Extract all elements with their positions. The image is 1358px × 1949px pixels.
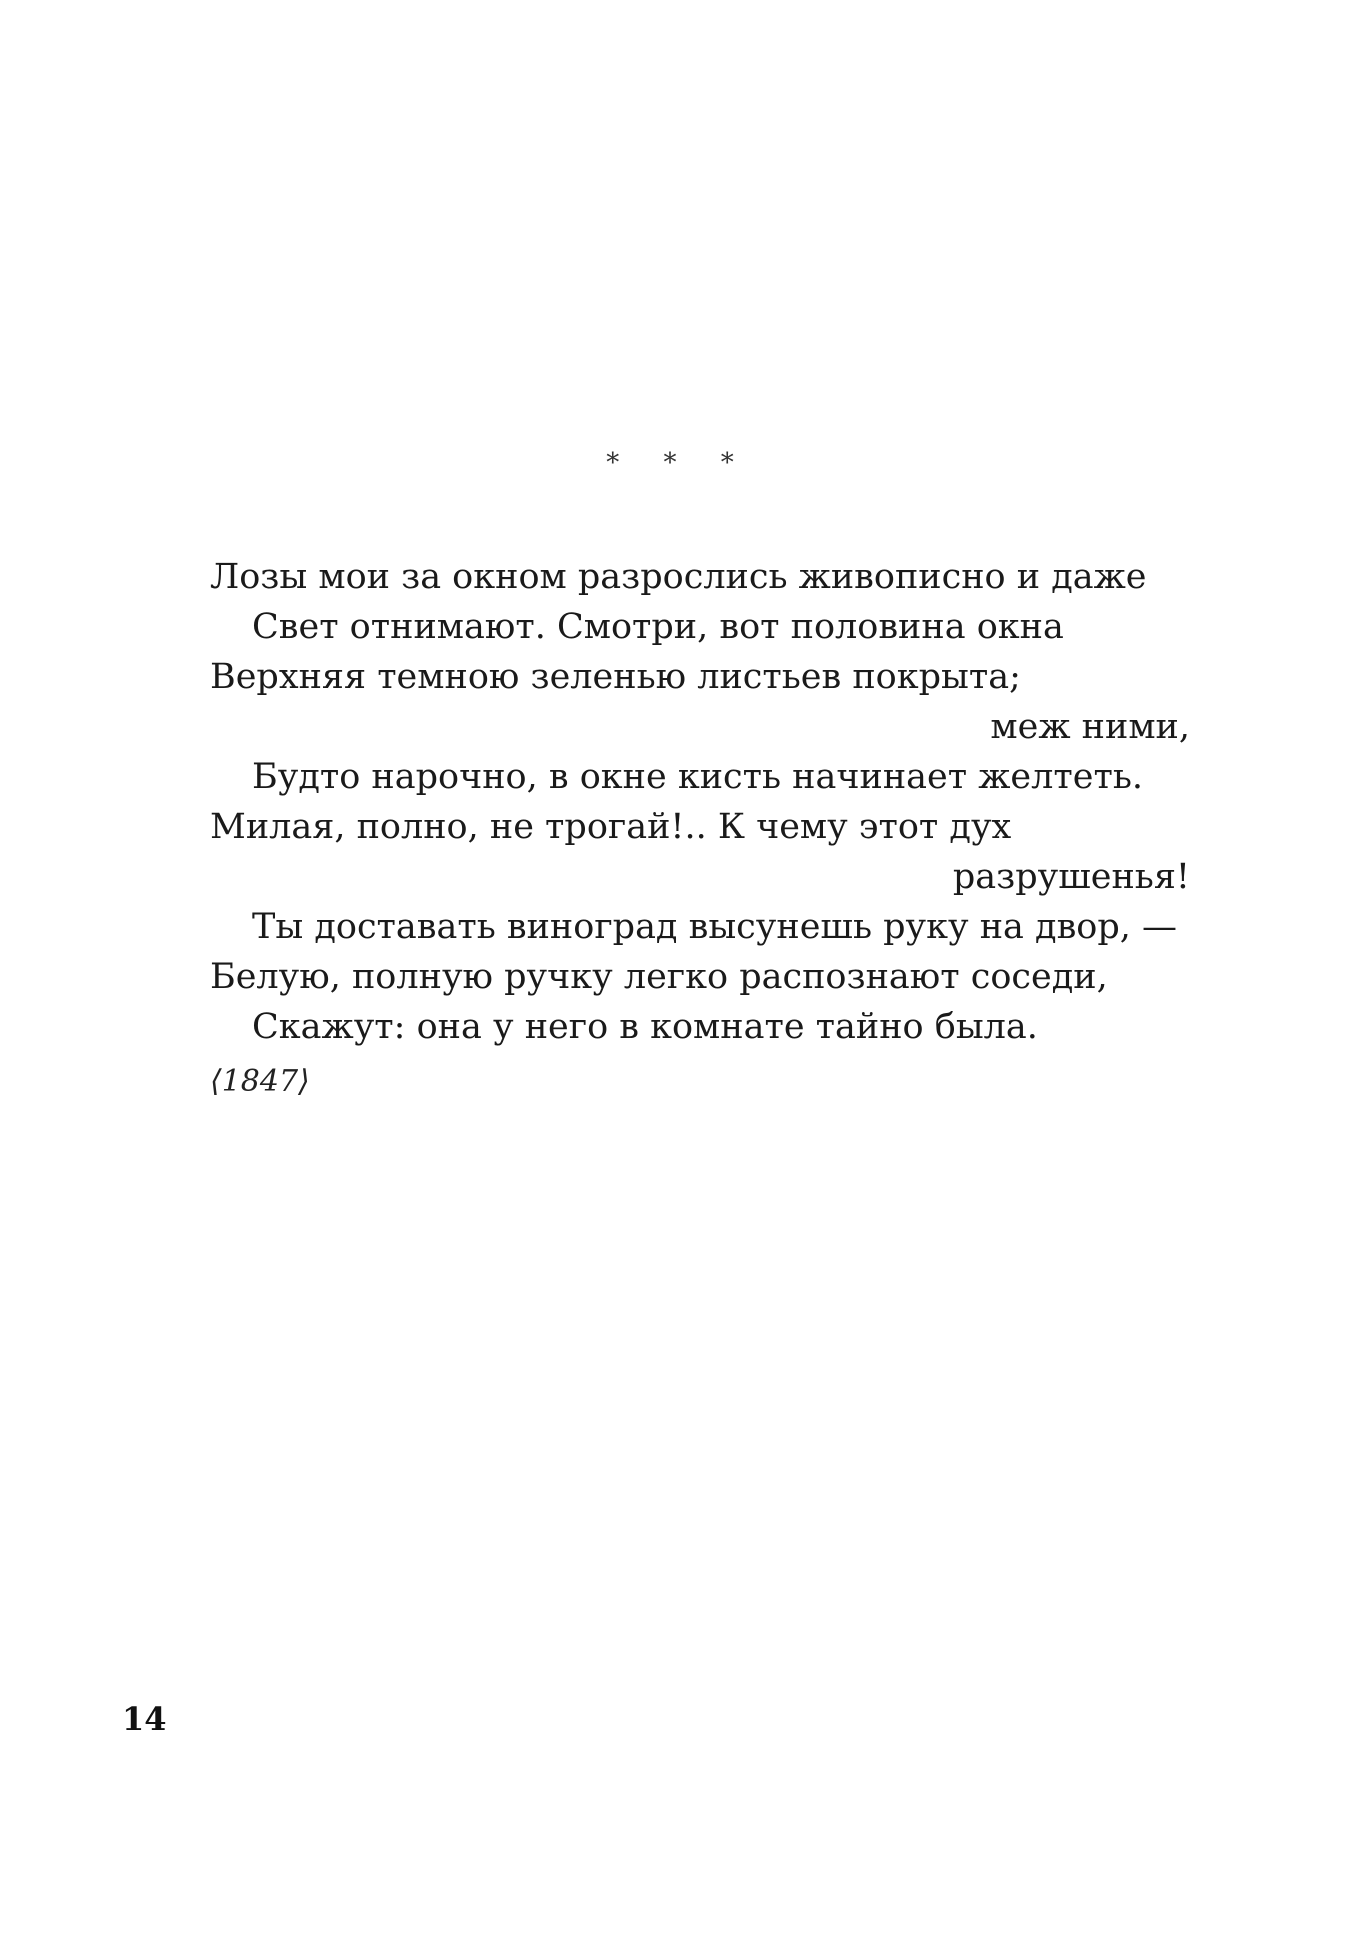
poem-line: Верхняя темною зеленью листьев покрыта;	[210, 657, 1021, 697]
poem-line-continuation: разрушенья!	[952, 857, 1190, 897]
poem-line: Ты доставать виноград высунешь руку на двор, —	[252, 907, 1178, 947]
page-number: 14	[122, 1700, 167, 1738]
poem-line: Милая, полно, не трогай!.. К чему этот дух	[210, 807, 1012, 847]
poem-date: ⟨1847⟩	[210, 1064, 310, 1099]
poem-line: Лозы мои за окном разрослись живописно и даже	[210, 557, 1147, 597]
poem-line: Будто нарочно, в окне кисть начинает желтеть.	[252, 757, 1143, 797]
poem-line-continuation: меж ними,	[990, 707, 1190, 747]
section-separator: * * *	[606, 448, 752, 478]
poem-text	[210, 552, 1190, 1052]
poem-line: Скажут: она у него в комнате тайно была.	[252, 1007, 1038, 1047]
poem-line: Белую, полную ручку легко распознают соседи,	[210, 957, 1108, 997]
poem-line: Свет отнимают. Смотри, вот половина окна	[252, 607, 1064, 647]
